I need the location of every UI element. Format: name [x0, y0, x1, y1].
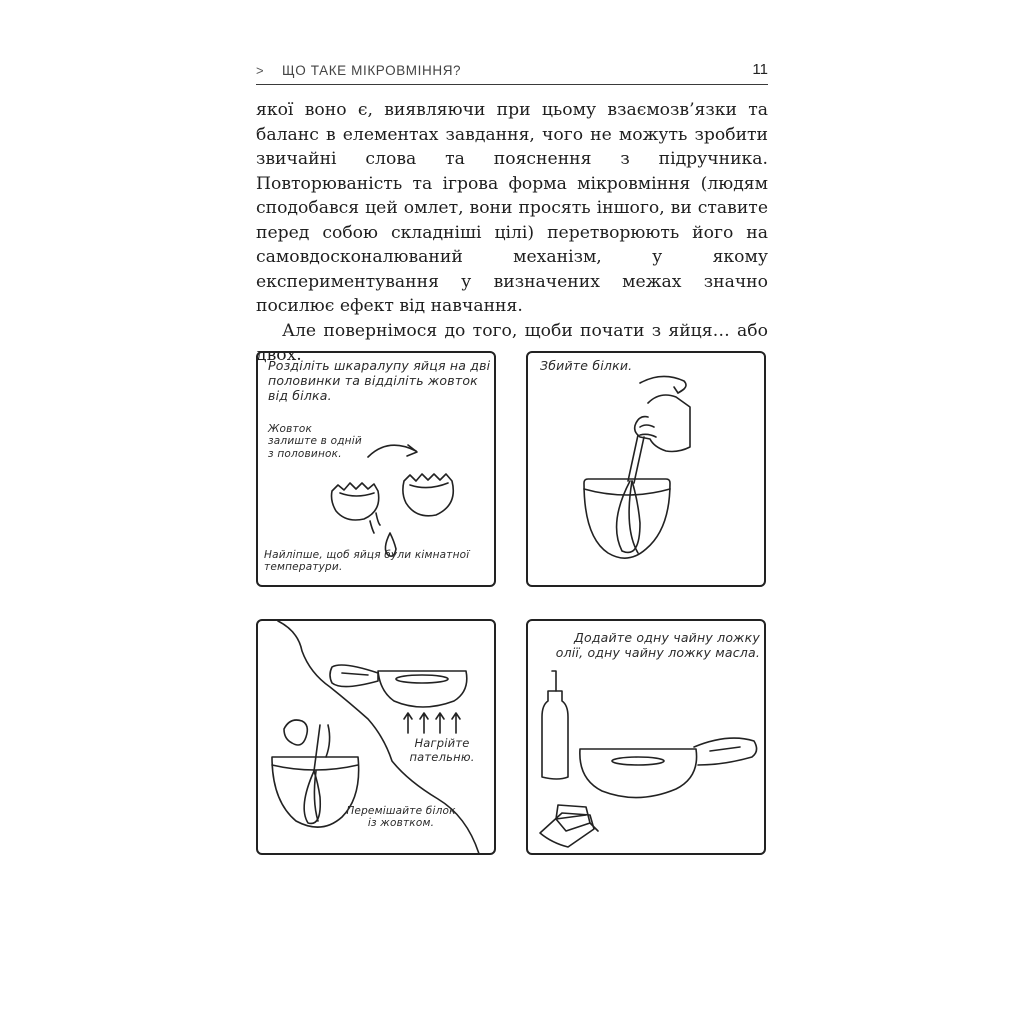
whisk-icon — [528, 353, 766, 587]
illustration-separate-egg — [256, 351, 496, 587]
illustration-whisk-whites — [526, 351, 766, 587]
body-text — [256, 98, 768, 368]
page-number: 11 — [752, 61, 768, 78]
panel-caption: Додайте одну чайну ложку олії, одну чайну ложку масла. — [555, 630, 760, 660]
running-title: ЩО ТАКЕ МІКРОВМІННЯ? — [282, 63, 462, 78]
paragraph: якої воно є, виявляючи при цьому взаємозв’язки та баланс в елементах завдання, чого не можуть зробити звичайні слова та пояснення з підручника. Повторюваність та ігрова форма мікровміння (людям сподобався цей омлет, вони просять іншого, ви ставите перед собою складніші цілі) перетворюють його на самовдосконалюваний механізм, у якому експериментування у визначених межах значно посилює ефект від навчання. — [256, 100, 768, 316]
panel-note: Нагрійте пательню. — [409, 736, 475, 764]
panel-caption: Розділіть шкаралупу яйця на дві половинки та відділіть жовток від білка. — [268, 358, 491, 403]
paragraph: Але повернімося до того, щоби почати з яйця… або двох. — [256, 320, 768, 365]
panel-caption: Збийте білки. — [540, 358, 633, 373]
chevron-icon: > — [256, 63, 264, 78]
panel-note: Найліпше, щоб яйця були кімнатної температури. — [264, 549, 470, 574]
running-header — [256, 58, 768, 85]
illustration-heat-and-mix — [256, 619, 496, 855]
illustration-oil-and-butter — [526, 619, 766, 855]
panel-note: Перемішайте білок із жовтком. — [346, 805, 456, 830]
panel-note: Жовток залиште в одній з половинок. — [268, 423, 362, 460]
